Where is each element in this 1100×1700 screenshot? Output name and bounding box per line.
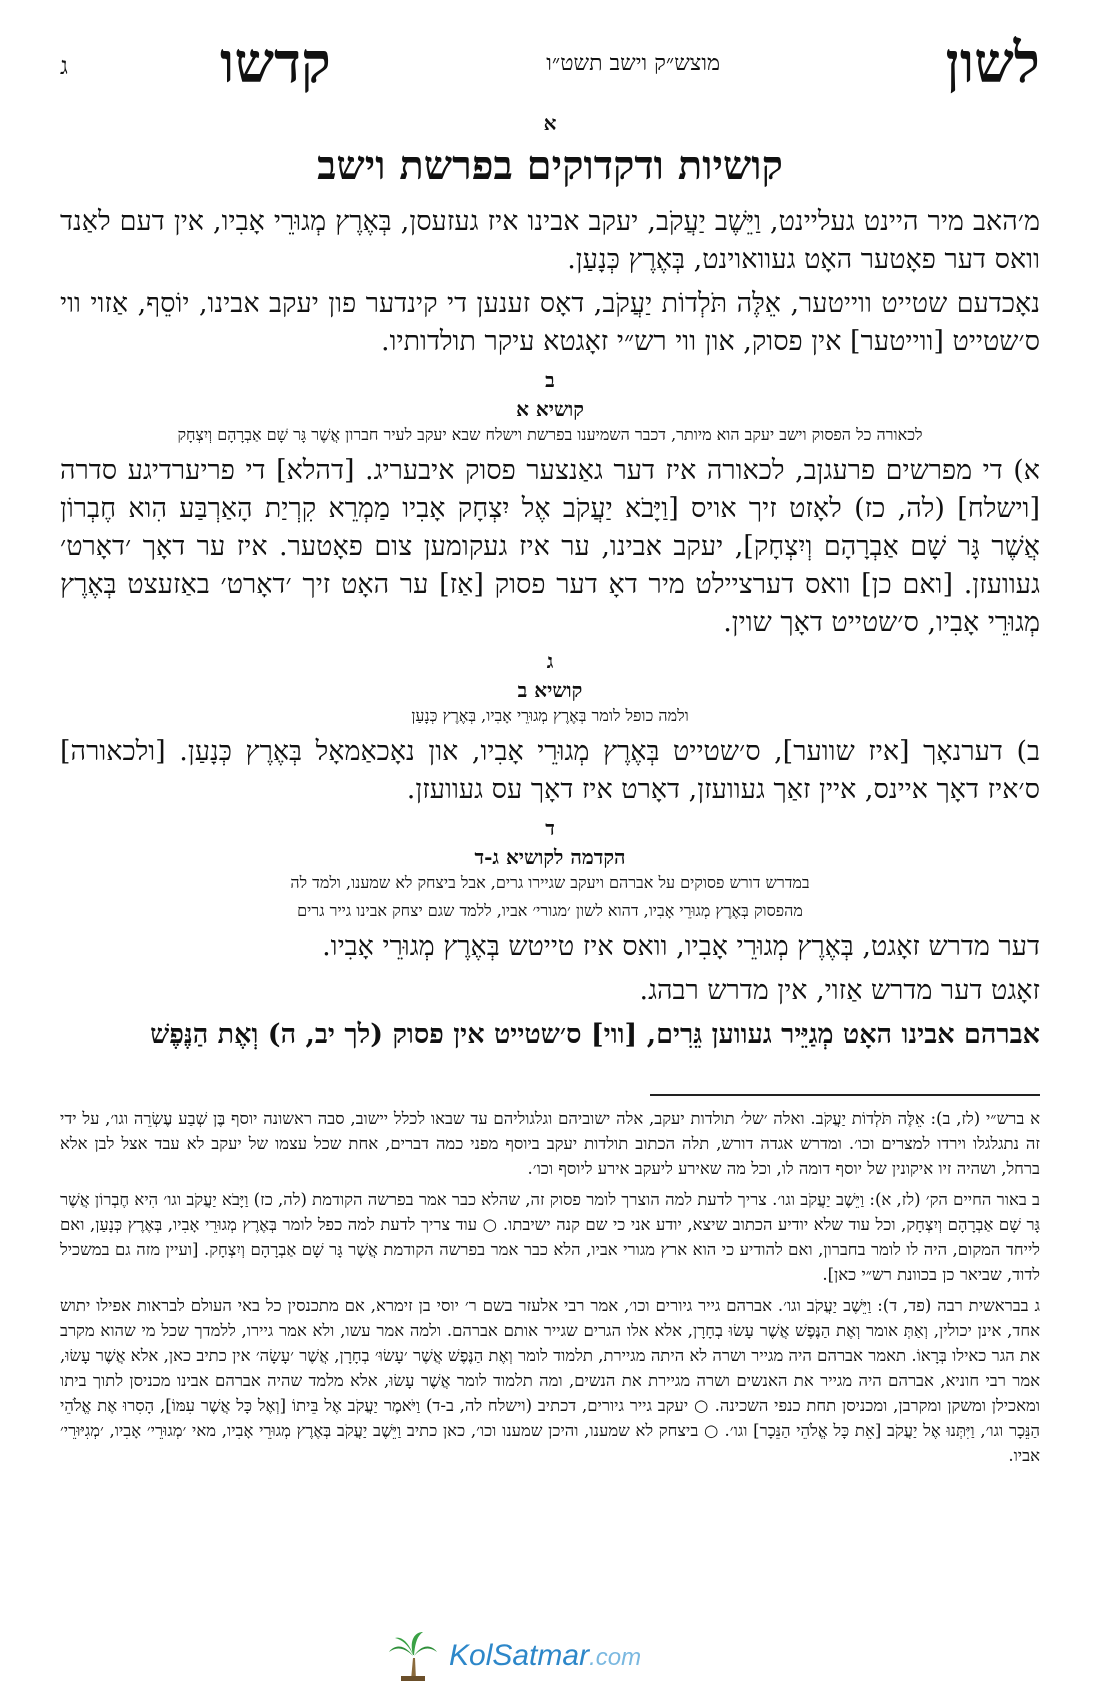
site-logo[interactable] [385,1628,641,1684]
header-word-left: קדשו [220,30,331,96]
paragraph: דער מדרש זאָגט, בְּאֶרֶץ מְגוּרֵי אָבִיו, וואס איז טייטש בְּאֶרֶץ מְגוּרֵי אָבִיו. [322,931,1040,962]
section-subtitle: קושיא ב [517,678,583,702]
section-subtitle: קושיא א [516,397,584,421]
section-letter: ג [546,649,554,673]
section-note: לכאורה כל הפסוק וישב יעקב הוא מיותר, דכבר השמיענו בפרשת וישלח שבא יעקב לעיר חברון אֲשֶׁר גָּר שָׁם אַבְרָהָם וְיִצְחָק [177,425,923,444]
section-note: מהפסוק בְּאֶרֶץ מְגוּרֵי אָבִיו, דהוא לשון ׳מגורי׳ אביו, ללמד שגם יצחק אבינו גייר גרים [297,901,803,920]
footnote: א ברש״י (לז, ב): אֵלֶּה תֹּלְדוֹת יַעֲקֹב. ואלה ׳של׳ תולדות יעקב, אלה ישוביהם וגלגוליהם עד שבאו לכלל יישוב, סבה ראשונה יוסף בֶּן שְׁבַע עֶשְׂרֵה וגו׳, על ידי זה נתגלגלו וירדו למצרים וכו׳. ומדרש אגדה דורש, תלה הכתוב תולדות יעקב ביוסף מפני כמה דברים, אחת שכל עצמו של יעקב לא עבד אצל לבן אלא ברחל, ושהיה זיו איקונין של יוסף דומה לו, וכל מה שאירע ליעקב אירע ליוסף וכו׳. [60,1109,1040,1178]
footnote: ג בבראשית רבה (פד, ד): וַיֵּשֶׁב יַעֲקֹב וגו׳. אברהם גייר גיורים וכו׳, אמר רבי אלעזר בשם ר׳ יוסי בן זימרא, אם מתכנסין כל באי העולם לבראות אפילו יתוש אחד, אינן יכולין, וְאַתְּ אומר וְאֶת הַנֶּפֶשׁ אֲשֶׁר עָשׂוּ בְחָרָן, אלא אלו הגרים שגייר אותם אברהם. ולמה אמר עשו, ולא אמר גיירו, ללמדך שכל מי שהוא מקרב את הגר כאילו בְּרָאוֹ. תאמר אברהם היה מגייר ושרה לא היתה מגיירת, תלמוד לומר וְאֶת הַנֶּפֶשׁ אֲשֶׁר ׳עָשׂוּ׳ בְחָרָן, אֲשֶׁר ׳עָשָׂה׳ אין כתיב כאן, אלא אֲשֶׁר עָשׂוּ, אמר רבי חוניא, אברהם היה מגייר את האנשים ושרה מגיירת את הנשים, ומה תלמוד לומר אֲשֶׁר עָשׂוּ, אלא מלמד שהיה אברהם אבינו מכניסן לתוך ביתו ומאכילן ומשקן ומקרבן, ומכניסן תחת כנפי השכינה. ○ יעקב גייר גיורים, דכתיב (וישלח לה, ב-ד) וַיֹּאמֶר יַעֲקֹב אֶל בֵּיתוֹ [וְאֶל כָּל אֲשֶׁר עִמּוֹ], הָסִרוּ אֶת אֱלֹהֵי הַנֵּכָר וגו׳, וַיִּתְּנוּ אֶל יַעֲקֹב [אֵת כָּל אֱלֹהֵי הַנֵּכָר] וגו׳. ○ ביצחק לא שמענו, והיכן שמענו וכו׳, כאן כתיב וַיֵּשֶׁב יַעֲקֹב בְּאֶרֶץ מְגוּרֵי אָבִיו, מאי ׳מְגוּרֵי׳ אָבִיו, ׳מְגִיּוּרֵי׳ אביו. [60,1296,1040,1465]
logo-text: KolSatmar.com [449,1639,642,1672]
section-letter: ב [545,368,555,392]
section-title: קושיות ודקדוקים בפרשת וישב [317,142,783,189]
page-header [60,30,1040,110]
section-note: במדרש דורש פסוקים על אברהם ויעקב שגיירו גרים, אבל ביצחק לא שמענו, ולמד לה [290,873,810,892]
paragraph: אברהם אבינו האָט מְגַיֵּיר געווען גֵּרִים, [ווי] ס׳שטייט אין פסוק (לך יב, ה) וְאֶת הַנֶּפֶשׁ [150,1019,1040,1050]
footnote-divider [650,1094,1040,1096]
paragraph: ב) דערנאָך [איז שווער], ס׳שטייט בְּאֶרֶץ מְגוּרֵי אָבִיו, און נאָכאַמאָל בְּאֶרֶץ כְּנָעַן. [ולכאורה] ס׳איז דאָך איינס, איין זאַך געוועזן, דאָרט איז דאָך עס געוועזן. [60,736,1040,805]
paragraph: נאָכדעם שטייט ווייטער, אֵלֶּה תֹּלְדוֹת יַעֲקֹב, דאָס זענען די קינדער פון יעקב אבינו, יוֹסֵף, אַזוי ווי ס׳שטייט [ווייטער] אין פסוק, און ווי רש״י זאָגטא עיקר תולדותיו. [60,288,1040,357]
header-word-right: לשון [945,30,1040,96]
document-page [60,30,1040,1474]
header-subtitle: מוצש״ק וישב תשט״ו [546,51,720,76]
section-letter: א [543,111,557,135]
footnote: ב באור החיים הק׳ (לז, א): וַיֵּשֶׁב יַעֲקֹב וגו׳. צריך לדעת למה הוצרך לומר פסוק זה, שהלא כבר אמר בפרשה הקודמת (לה, כז) וַיָּבֹא יַעֲקֹב וגו׳ הִיא חֶבְרוֹן אֲשֶׁר גָּר שָׁם אַבְרָהָם וְיִצְחָק, וכל עוד שלא יודיע הכתוב שיצא, יודע אני כי שם קנה ישיבתו. ○ עוד צריך לדעת למה כפל לומר בְּאֶרֶץ מְגוּרֵי אָבִיו, בְּאֶרֶץ כְּנָעַן, ואם לייחד המקום, היה לו לומר בחברון, ואם להודיע כי הוא ארץ מגורי אביו, הלא כבר אמר בפרשה הקודמת אֲשֶׁר גָּר שָׁם אַבְרָהָם וְיִצְחָק. [ועיין מזה גם במשכיל לדוד, שביאר כן בכוונת רש״י כאן]. [60,1190,1040,1284]
paragraph: א) די מפרשים פרעגןב, לכאורה איז דער גאַנצער פסוק איבעריג. [דהלא] די פריערדיגע סדרה [וישלח] (לה, כז) לאָזט זיך אויס [וַיָּבֹא יַעֲקֹב אֶל יִצְחָק אָבִיו מַמְרֵא קִרְיַת הָאַרְבַּע הִוא חֶבְרוֹן אֲשֶׁר גָּר שָׁם אַבְרָהָם וְיִצְחָק], יעקב אבינו, ער איז געקומען צום פאָטער. איז ער דאָך ׳דאָרט׳ געוועזן. [ואם כן] וואס דערציילט מיר דאָ דער פסוק [אַז] ער האָט זיך ׳דאָרט׳ באַזעצט בְּאֶרֶץ מְגוּרֵי אָבִיו, ס׳שטייט דאָך שוין. [60,455,1040,638]
section-subtitle: הקדמה לקושיא ג-ד [474,845,626,869]
paragraph: זאָגט דער מדרש אַזוי, אין מדרש רבהג. [639,975,1040,1006]
section-note: ולמה כופל לומר בְּאֶרֶץ מְגוּרֵי אָבִיו, בְּאֶרֶץ כְּנָעַן [411,706,689,725]
page-letter: ג [60,52,68,80]
palm-tree-logo-icon [385,1628,441,1684]
paragraph: מ׳האב מיר היינט געליינט, וַיֵּשֶׁב יַעֲקֹב, יעקב אבינו איז געזעסן, בְּאֶרֶץ מְגוּרֵי אָבִיו, אין דעם לאַנד וואס דער פאָטער האָט געוואוינט, בְּאֶרֶץ כְּנָעַן. [60,206,1040,275]
section-letter: ד [545,816,555,840]
